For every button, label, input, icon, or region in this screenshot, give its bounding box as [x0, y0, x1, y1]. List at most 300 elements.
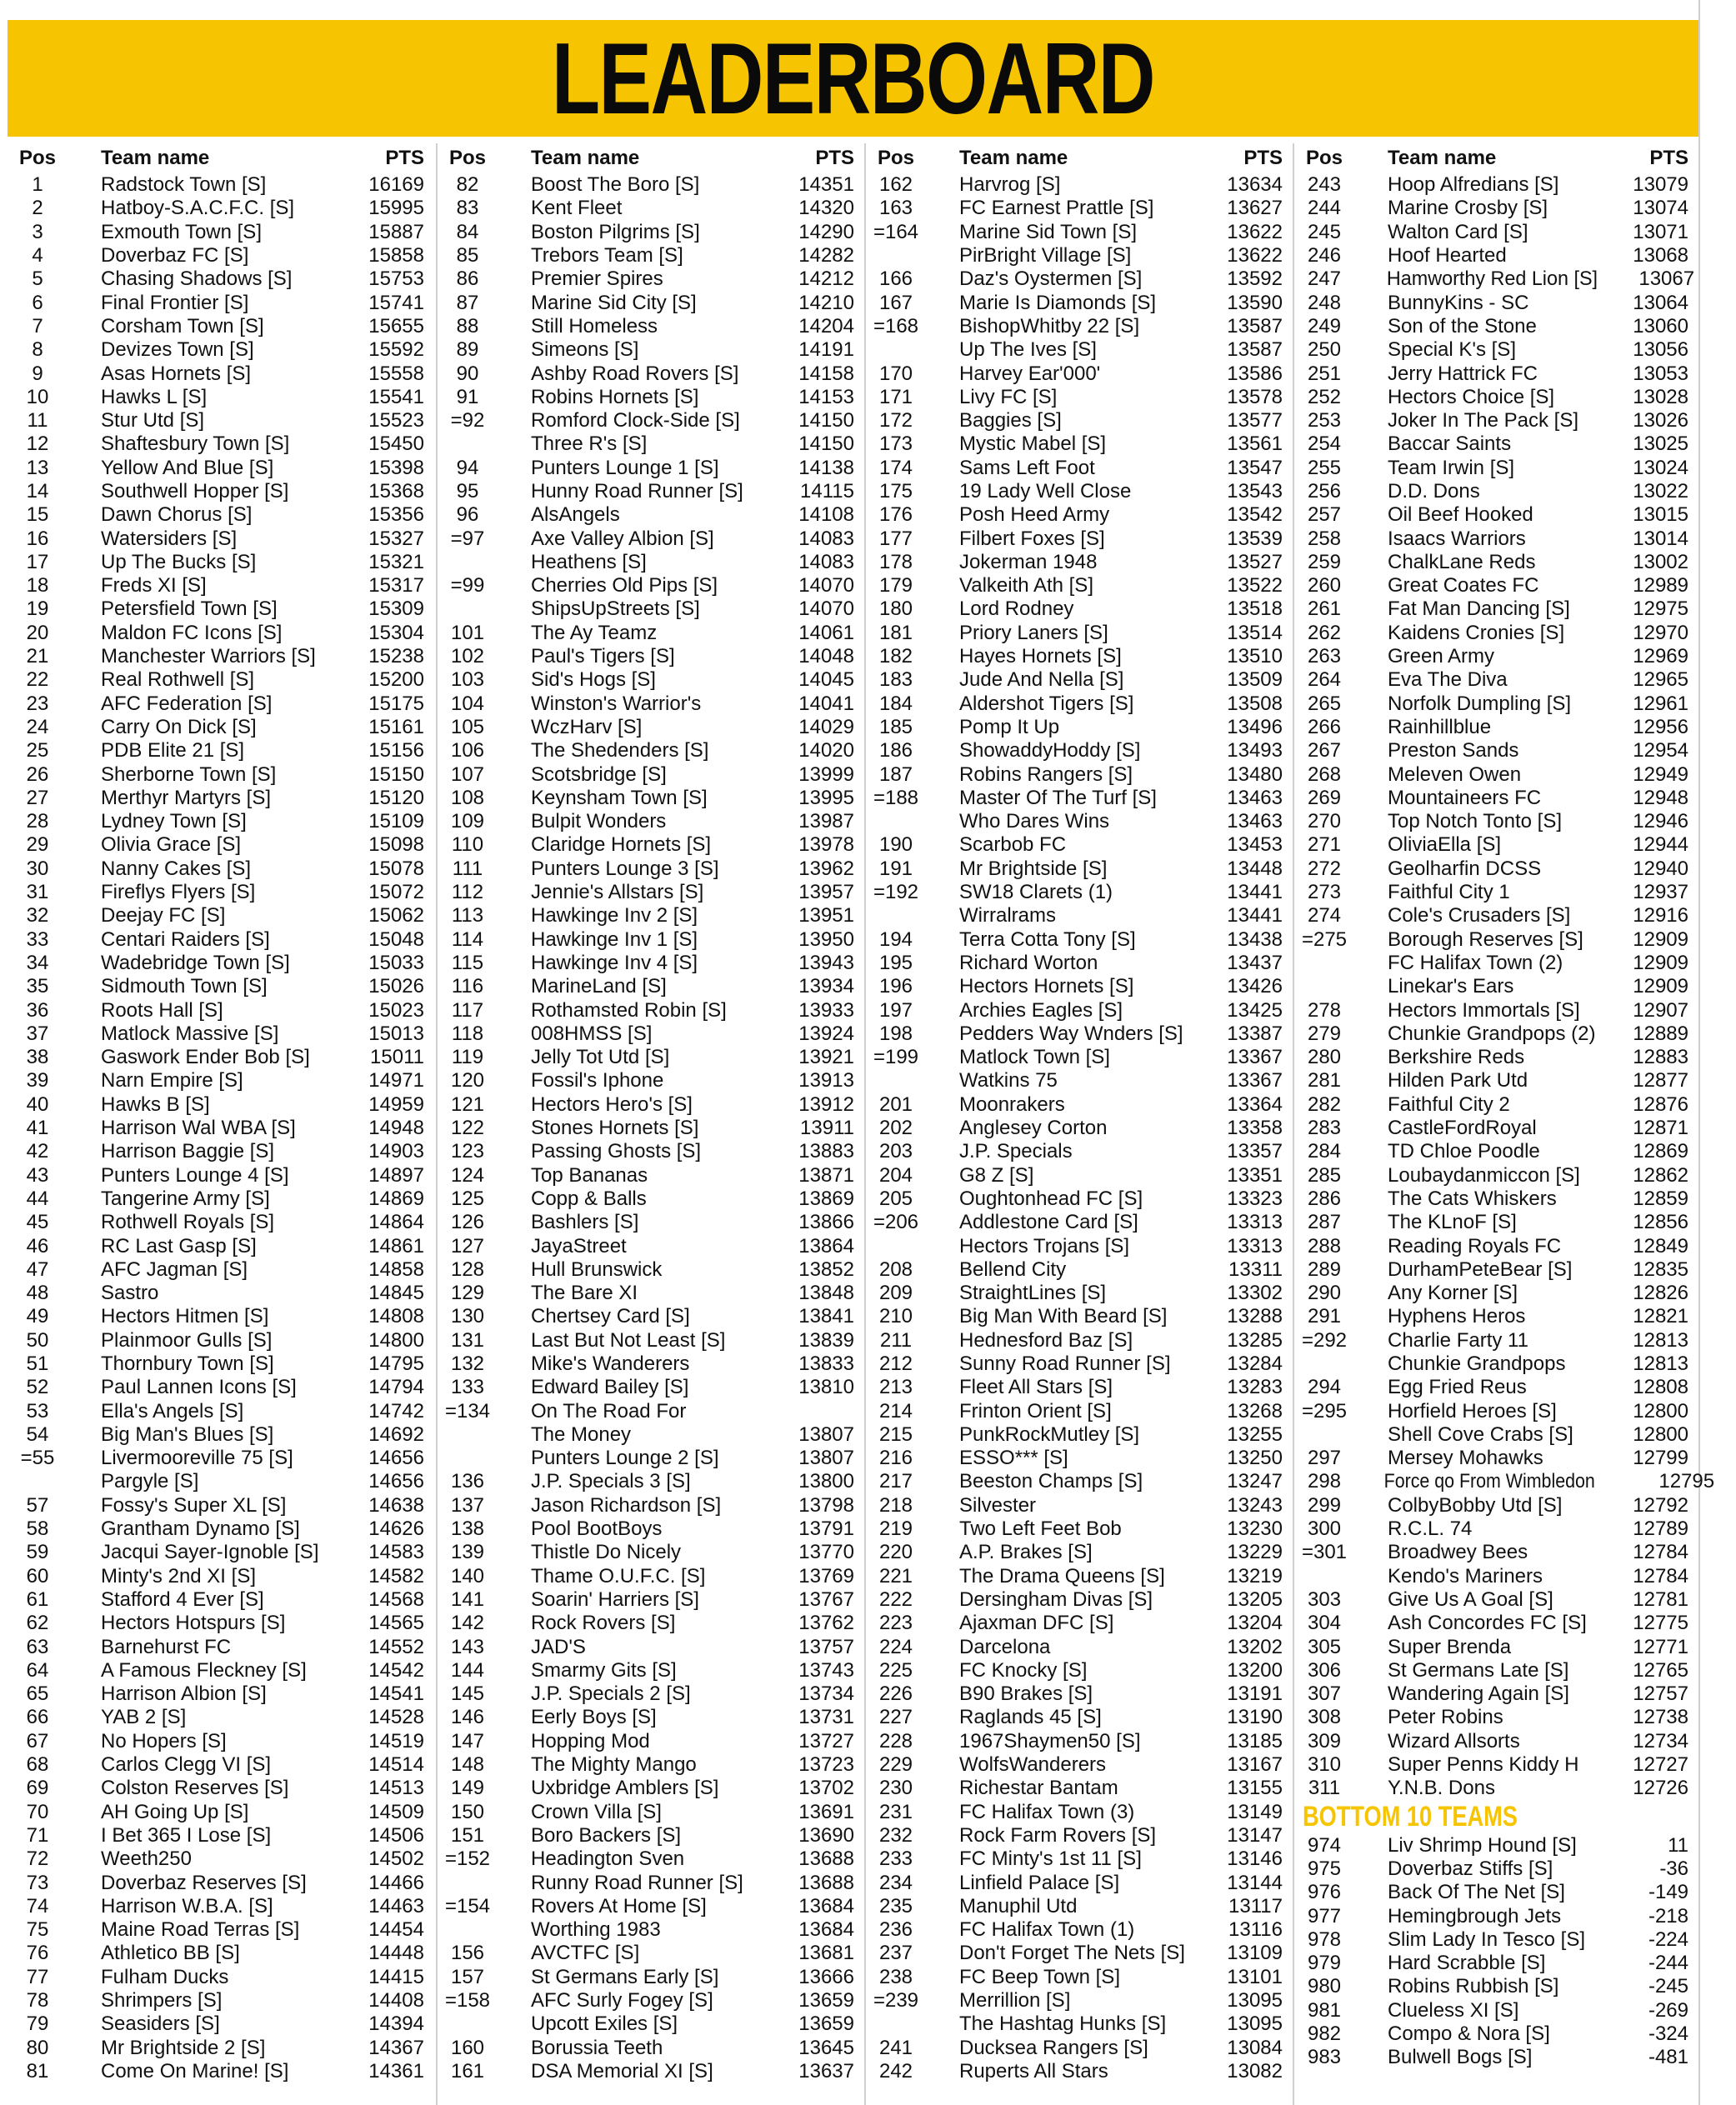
table-row — [1294, 1588, 1700, 1612]
team-name: Watkins 75 — [959, 1069, 1058, 1092]
table-row — [1294, 622, 1700, 645]
team-name: Pedders Way Wnders [S] — [959, 1022, 1183, 1045]
position: 262 — [1307, 621, 1342, 644]
team-name: No Hopers [S] — [101, 1729, 227, 1752]
position: 201 — [878, 1092, 913, 1116]
team-name: Athletico BB [S] — [101, 1942, 240, 1965]
points: 13681 — [798, 1942, 854, 1965]
team-name: Maldon FC Icons [S] — [101, 621, 283, 644]
team-name: Green Army — [1388, 645, 1495, 668]
team-name: Richestar Bantam — [959, 1777, 1118, 1800]
points: 13200 — [1227, 1658, 1283, 1682]
team-name: Rothwell Royals [S] — [101, 1211, 275, 1234]
position: =99 — [450, 574, 485, 598]
team-name: Hilden Park Utd — [1388, 1069, 1528, 1092]
points: 13508 — [1227, 692, 1283, 715]
position: 77 — [26, 1965, 49, 1988]
points: 12826 — [1633, 1282, 1688, 1305]
team-name: Corsham Town [S] — [101, 314, 264, 338]
position: 264 — [1307, 668, 1342, 692]
position: 230 — [878, 1777, 913, 1800]
table-row — [866, 315, 1294, 338]
team-name: Force qo From Wimbledon — [1383, 1470, 1595, 1493]
table-row — [866, 881, 1294, 904]
table-row — [1294, 1022, 1700, 1046]
position: 23 — [26, 692, 49, 715]
team-name: Ella's Angels [S] — [101, 1399, 244, 1422]
table-row — [1294, 1188, 1700, 1211]
points: 13770 — [798, 1541, 854, 1564]
points: -224 — [1648, 1928, 1688, 1951]
table-row — [866, 1093, 1294, 1117]
points: 13268 — [1227, 1399, 1283, 1422]
team-name: Filbert Foxes [S] — [959, 527, 1105, 550]
team-name: Hyphens Heros — [1388, 1305, 1526, 1328]
team-name: AVCTFC [S] — [531, 1942, 640, 1965]
team-name: Baccar Saints — [1388, 432, 1512, 456]
team-name: G8 Z [S] — [959, 1163, 1034, 1187]
table-row — [1294, 952, 1700, 975]
team-name: Paul Lannen Icons [S] — [101, 1376, 297, 1399]
team-name: JayaStreet — [531, 1234, 627, 1258]
position: 198 — [878, 1022, 913, 1045]
points: 13807 — [798, 1422, 854, 1446]
position: 143 — [450, 1635, 485, 1658]
table-row — [438, 1258, 866, 1282]
points: 13762 — [798, 1612, 854, 1635]
team-name: The KLnoF [S] — [1388, 1211, 1517, 1234]
table-row — [866, 457, 1294, 480]
team-name: Peter Robins — [1388, 1706, 1503, 1729]
team-name: 1967Shaymen50 [S] — [959, 1729, 1141, 1752]
team-name: Reading Royals FC — [1388, 1234, 1562, 1258]
table-row — [1294, 1093, 1700, 1117]
position: 202 — [878, 1117, 913, 1140]
team-name: A Famous Fleckney [S] — [101, 1658, 307, 1682]
points: 15858 — [368, 244, 424, 268]
points: 13367 — [1227, 1069, 1283, 1092]
points: 13542 — [1227, 503, 1283, 527]
points: 13883 — [798, 1140, 854, 1163]
position: 307 — [1307, 1682, 1342, 1706]
points: 14070 — [798, 598, 854, 621]
position: 2 — [32, 197, 43, 220]
table-row — [866, 1918, 1294, 1942]
position: 308 — [1307, 1706, 1342, 1729]
points: 13757 — [798, 1635, 854, 1658]
points: 14583 — [368, 1541, 424, 1564]
table-row — [8, 409, 436, 432]
position: 121 — [450, 1092, 485, 1116]
table-row — [1294, 998, 1700, 1022]
table-row — [438, 1942, 866, 1965]
table-row — [1294, 1928, 1700, 1952]
points: 14656 — [368, 1470, 424, 1493]
position: 210 — [878, 1305, 913, 1328]
position: 58 — [26, 1518, 49, 1541]
table-row — [438, 2060, 866, 2083]
points: 16169 — [368, 173, 424, 197]
table-row — [438, 952, 866, 975]
table-row — [866, 291, 1294, 314]
table-row — [866, 1824, 1294, 1848]
position: 108 — [450, 786, 485, 809]
points: 13283 — [1227, 1376, 1283, 1399]
position: 234 — [878, 1871, 913, 1894]
points: 13247 — [1227, 1470, 1283, 1493]
team-name: The Cats Whiskers — [1388, 1187, 1557, 1210]
table-row — [438, 810, 866, 833]
table-row — [1294, 1234, 1700, 1258]
header-pos: Pos — [1305, 147, 1343, 169]
team-name: Jason Richardson [S] — [531, 1493, 722, 1517]
table-row — [8, 1447, 436, 1470]
team-name: The Ay Teamz — [531, 621, 658, 644]
table-row — [866, 975, 1294, 998]
position: 291 — [1307, 1305, 1342, 1328]
points: -244 — [1648, 1952, 1688, 1975]
position: 306 — [1307, 1658, 1342, 1682]
points: 13586 — [1227, 362, 1283, 385]
points: 13684 — [798, 1918, 854, 1942]
team-name: B90 Brakes [S] — [959, 1682, 1093, 1706]
points: 13311 — [1228, 1258, 1283, 1281]
team-name: Jokerman 1948 — [959, 550, 1098, 573]
team-name: Weeth250 — [101, 1848, 192, 1871]
table-row — [8, 2036, 436, 2059]
points: 13025 — [1633, 432, 1688, 456]
table-row — [1294, 1881, 1700, 1904]
table-row — [866, 1188, 1294, 1211]
table-row — [866, 2036, 1294, 2059]
points: 13144 — [1227, 1871, 1283, 1894]
points: 14048 — [798, 645, 854, 668]
team-name: Premier Spires — [531, 268, 663, 291]
points: 13933 — [798, 998, 854, 1022]
position: 157 — [450, 1965, 485, 1988]
table-row — [1294, 1565, 1700, 1588]
points: 13229 — [1227, 1541, 1283, 1564]
points: 13688 — [798, 1871, 854, 1894]
table-row — [438, 1635, 866, 1658]
team-name: MarineLand [S] — [531, 975, 667, 998]
table-row — [1294, 244, 1700, 268]
team-name: Beeston Champs [S] — [959, 1470, 1143, 1493]
team-name: Wandering Again [S] — [1388, 1682, 1569, 1706]
points: 12835 — [1633, 1258, 1688, 1281]
team-name: Norfolk Dumpling [S] — [1388, 692, 1572, 715]
table-row — [1294, 1447, 1700, 1470]
position: 975 — [1307, 1857, 1342, 1880]
leaderboard-column-4 — [1293, 143, 1715, 2105]
team-name: Baggies [S] — [959, 409, 1062, 432]
table-row — [8, 527, 436, 550]
team-name: Jelly Tot Utd [S] — [531, 1046, 670, 1069]
points: 15368 — [368, 480, 424, 502]
team-name: Scarbob FC — [959, 833, 1067, 857]
points: 12795 — [1658, 1470, 1715, 1493]
points: 13522 — [1227, 574, 1283, 598]
position: 20 — [26, 621, 49, 644]
position: 976 — [1307, 1881, 1342, 1904]
position: 974 — [1307, 1833, 1342, 1857]
points: 14971 — [368, 1069, 424, 1092]
table-row — [866, 645, 1294, 668]
points: 14897 — [368, 1163, 424, 1187]
table-row — [8, 1918, 436, 1942]
position: 141 — [450, 1588, 485, 1611]
table-row — [1294, 928, 1700, 952]
position: 88 — [456, 314, 479, 338]
points: 14150 — [798, 409, 854, 432]
header-pos: Pos — [877, 147, 914, 169]
team-name: PunkRockMutley [S] — [959, 1422, 1140, 1446]
points: 13912 — [798, 1092, 854, 1116]
table-row — [1294, 1730, 1700, 1753]
points: 13841 — [798, 1305, 854, 1328]
position: 163 — [878, 197, 913, 220]
team-name: Frinton Orient [S] — [959, 1399, 1112, 1422]
table-row — [866, 904, 1294, 928]
points: 13839 — [798, 1328, 854, 1352]
table-row — [8, 1942, 436, 1965]
points: 14568 — [368, 1588, 424, 1611]
table-row — [1294, 1305, 1700, 1328]
team-name: Loubaydanmiccon [S] — [1388, 1163, 1580, 1187]
points: 13800 — [798, 1470, 854, 1493]
team-name: Boost The Boro [S] — [531, 173, 700, 197]
table-row — [438, 1140, 866, 1163]
points: 13587 — [1227, 338, 1283, 362]
team-name: Ruperts All Stars — [959, 2059, 1108, 2082]
table-row — [438, 1824, 866, 1848]
position: 214 — [878, 1399, 913, 1422]
points: 13731 — [798, 1706, 854, 1729]
table-row — [866, 2060, 1294, 2083]
team-name: St Germans Late [S] — [1388, 1658, 1569, 1682]
table-row — [8, 645, 436, 668]
position: 305 — [1307, 1635, 1342, 1658]
table-row — [438, 1871, 866, 1894]
table-row — [1294, 503, 1700, 527]
position: 24 — [26, 715, 49, 738]
points: 12813 — [1633, 1352, 1688, 1375]
table-row — [8, 1117, 436, 1140]
position: 195 — [878, 951, 913, 974]
points: 13934 — [798, 975, 854, 998]
points: 13510 — [1227, 645, 1283, 668]
points: 13723 — [798, 1753, 854, 1777]
points: 13864 — [798, 1234, 854, 1258]
points: 12734 — [1633, 1729, 1688, 1752]
team-name: Anglesey Corton — [959, 1117, 1108, 1140]
table-row — [438, 998, 866, 1022]
team-name: Last But Not Least [S] — [531, 1328, 726, 1352]
points: 13622 — [1227, 220, 1283, 243]
team-name: Eerly Boys [S] — [531, 1706, 657, 1729]
points: 14290 — [798, 220, 854, 243]
table-row — [8, 998, 436, 1022]
team-name: Hoof Hearted — [1388, 244, 1507, 268]
team-name: ShowaddyHoddy [S] — [959, 739, 1141, 762]
position: 32 — [26, 904, 49, 928]
table-row — [8, 622, 436, 645]
table-row — [866, 1966, 1294, 1989]
table-row — [1294, 1117, 1700, 1140]
position: 147 — [450, 1729, 485, 1752]
team-name: Joker In The Pack [S] — [1388, 409, 1578, 432]
table-row — [8, 1188, 436, 1211]
position: =192 — [873, 881, 919, 904]
team-name: Back Of The Net [S] — [1388, 1881, 1565, 1904]
table-row — [438, 668, 866, 692]
position: 140 — [450, 1564, 485, 1588]
position: 12 — [26, 432, 49, 456]
team-name: Merthyr Martyrs [S] — [101, 786, 272, 809]
position: 205 — [878, 1187, 913, 1210]
position: 150 — [450, 1800, 485, 1823]
table-row — [8, 2012, 436, 2036]
points: 13064 — [1633, 291, 1688, 314]
team-name: Stur Utd [S] — [101, 409, 205, 432]
team-name: Berkshire Reds — [1388, 1046, 1525, 1069]
team-name: Bulpit Wonders — [531, 810, 667, 833]
team-name: Big Man's Blues [S] — [101, 1422, 274, 1446]
table-row — [8, 1753, 436, 1777]
team-name: Dersingham Divas [S] — [959, 1588, 1153, 1611]
position: 194 — [878, 928, 913, 951]
position: 27 — [26, 786, 49, 809]
position: 244 — [1307, 197, 1342, 220]
table-row — [8, 1895, 436, 1918]
position: 1 — [32, 173, 43, 197]
table-row — [8, 881, 436, 904]
team-name: Hectors Trojans [S] — [959, 1234, 1130, 1258]
leaderboard-columns — [8, 143, 1715, 2105]
team-name: Simeons [S] — [531, 338, 639, 362]
table-row — [1294, 1282, 1700, 1305]
position: 257 — [1307, 503, 1342, 527]
points: 14045 — [798, 668, 854, 692]
position: 285 — [1307, 1163, 1342, 1187]
header-team-name: Team name — [531, 147, 640, 169]
table-row — [866, 762, 1294, 786]
position: =168 — [873, 314, 919, 338]
table-row — [1294, 787, 1700, 810]
points: 14528 — [368, 1706, 424, 1729]
points: 14448 — [368, 1942, 424, 1965]
team-name: Rainhillblue — [1388, 715, 1492, 738]
position: 104 — [450, 692, 485, 715]
table-row — [866, 173, 1294, 197]
position: 259 — [1307, 550, 1342, 573]
table-row — [1294, 1541, 1700, 1564]
position: 190 — [878, 833, 913, 857]
points: 12813 — [1633, 1328, 1688, 1352]
position: =92 — [450, 409, 485, 432]
table-row — [866, 1753, 1294, 1777]
table-row — [1294, 386, 1700, 409]
team-name: TD Chloe Poodle — [1388, 1140, 1540, 1163]
team-name: Rovers At Home [S] — [531, 1894, 707, 1918]
table-row — [438, 1706, 866, 1729]
table-row — [866, 622, 1294, 645]
team-name: Wirralrams — [959, 904, 1056, 928]
points: 13060 — [1633, 314, 1688, 338]
table-row — [866, 1659, 1294, 1682]
team-name: Posh Heed Army — [959, 503, 1110, 527]
team-name: Carlos Clegg VI [S] — [101, 1753, 272, 1777]
points: 13387 — [1227, 1022, 1283, 1045]
table-row — [1294, 551, 1700, 574]
team-name: Runny Road Runner [S] — [531, 1871, 743, 1894]
position: 216 — [878, 1447, 913, 1470]
points: 13543 — [1227, 480, 1283, 502]
table-row — [1294, 1376, 1700, 1399]
points: 13634 — [1227, 173, 1283, 197]
table-row — [8, 457, 436, 480]
position: 270 — [1307, 810, 1342, 833]
position: 238 — [878, 1965, 913, 1988]
position: 41 — [26, 1117, 49, 1140]
table-row — [1294, 1999, 1700, 2022]
position: 231 — [878, 1800, 913, 1823]
position: 283 — [1307, 1117, 1342, 1140]
points: 14212 — [798, 268, 854, 291]
position: 122 — [450, 1117, 485, 1140]
position: 282 — [1307, 1092, 1342, 1116]
table-row — [8, 1423, 436, 1447]
points: 13084 — [1227, 2036, 1283, 2059]
points: 13791 — [798, 1518, 854, 1541]
team-name: Matlock Massive [S] — [101, 1022, 279, 1045]
position: 174 — [878, 456, 913, 479]
points: 12800 — [1633, 1422, 1688, 1446]
table-row — [1294, 173, 1700, 197]
table-row — [866, 1352, 1294, 1376]
position: 250 — [1307, 338, 1342, 362]
points: 13493 — [1227, 739, 1283, 762]
position: 132 — [450, 1352, 485, 1375]
table-row — [1294, 527, 1700, 550]
table-row — [866, 692, 1294, 716]
table-row — [438, 1989, 866, 2012]
team-name: A.P. Brakes [S] — [959, 1541, 1093, 1564]
position: 130 — [450, 1305, 485, 1328]
table-row — [866, 952, 1294, 975]
team-name: WolfsWanderers — [959, 1753, 1107, 1777]
team-name: Hawks L [S] — [101, 385, 208, 408]
table-row — [8, 952, 436, 975]
points: 14948 — [368, 1117, 424, 1140]
position: 68 — [26, 1753, 49, 1777]
team-name: Chertsey Card [S] — [531, 1305, 690, 1328]
points: 12970 — [1633, 621, 1688, 644]
position: 156 — [450, 1942, 485, 1965]
team-name: Borussia Teeth — [531, 2036, 663, 2059]
points: 13448 — [1227, 857, 1283, 880]
column-header — [866, 143, 1294, 173]
points: 13358 — [1227, 1117, 1283, 1140]
team-name: The Bare XI — [531, 1282, 638, 1305]
table-row — [438, 457, 866, 480]
position: 261 — [1307, 598, 1342, 621]
team-name: Manuphil Utd — [959, 1894, 1078, 1918]
table-row — [438, 1329, 866, 1352]
table-row — [866, 527, 1294, 550]
table-row — [438, 1682, 866, 1706]
points: 12849 — [1633, 1234, 1688, 1258]
